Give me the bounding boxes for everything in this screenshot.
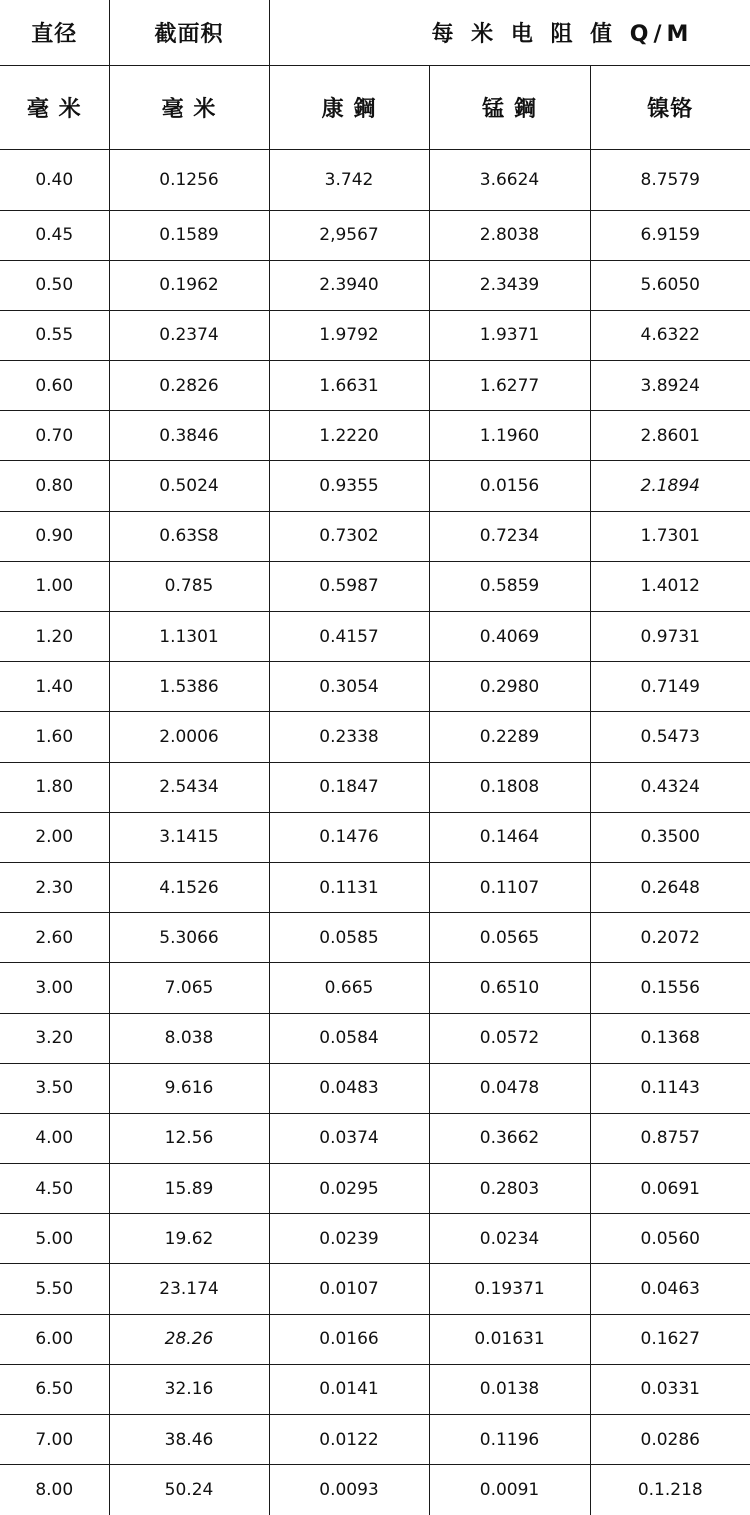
cell-diameter: 0.55 (0, 310, 109, 360)
cell-nichrome: 0.2072 (590, 913, 750, 963)
cell-diameter: 0.70 (0, 411, 109, 461)
cell-constantan: 0.9355 (269, 461, 429, 511)
cell-nichrome: 5.6050 (590, 260, 750, 310)
table-row (0, 662, 750, 712)
header-row-2 (0, 65, 750, 149)
cell-constantan: 0.665 (269, 963, 429, 1013)
table-row (0, 411, 750, 461)
cell-nichrome: 2.1894 (590, 461, 750, 511)
table-row (0, 1264, 750, 1314)
cell-area: 0.2374 (109, 310, 269, 360)
cell-diameter: 6.50 (0, 1364, 109, 1414)
cell-area: 0.3846 (109, 411, 269, 461)
cell-manganin: 0.1196 (429, 1415, 590, 1465)
cell-constantan: 0.0239 (269, 1214, 429, 1264)
cell-manganin: 2.8038 (429, 210, 590, 260)
cell-diameter: 0.45 (0, 210, 109, 260)
cell-constantan: 1.2220 (269, 411, 429, 461)
cell-nichrome: 8.7579 (590, 149, 750, 210)
cell-manganin: 0.0565 (429, 913, 590, 963)
cell-diameter: 0.60 (0, 361, 109, 411)
cell-manganin: 0.19371 (429, 1264, 590, 1314)
cell-area: 38.46 (109, 1415, 269, 1465)
cell-nichrome: 0.0331 (590, 1364, 750, 1414)
cell-area: 12.56 (109, 1113, 269, 1163)
cell-nichrome: 0.7149 (590, 662, 750, 712)
cell-diameter: 5.00 (0, 1214, 109, 1264)
cell-constantan: 0.1131 (269, 862, 429, 912)
cell-nichrome: 6.9159 (590, 210, 750, 260)
table-row (0, 1214, 750, 1264)
cell-nichrome: 0.1.218 (590, 1465, 750, 1515)
cell-nichrome: 1.7301 (590, 511, 750, 561)
cell-diameter: 1.40 (0, 662, 109, 712)
cell-manganin: 0.1808 (429, 762, 590, 812)
cell-nichrome: 2.8601 (590, 411, 750, 461)
cell-diameter: 3.20 (0, 1013, 109, 1063)
cell-manganin: 0.0572 (429, 1013, 590, 1063)
cell-manganin: 0.0091 (429, 1465, 590, 1515)
cell-diameter: 0.50 (0, 260, 109, 310)
table-row (0, 963, 750, 1013)
cell-constantan: 0.0295 (269, 1164, 429, 1214)
cell-area: 1.1301 (109, 612, 269, 662)
cell-area: 50.24 (109, 1465, 269, 1515)
header-unit-diameter: 毫 米 (0, 65, 109, 149)
cell-diameter: 4.50 (0, 1164, 109, 1214)
cell-area: 8.038 (109, 1013, 269, 1063)
cell-manganin: 0.3662 (429, 1113, 590, 1163)
cell-diameter: 6.00 (0, 1314, 109, 1364)
cell-diameter: 7.00 (0, 1415, 109, 1465)
header-manganin: 锰 鋼 (429, 65, 590, 149)
cell-nichrome: 0.1627 (590, 1314, 750, 1364)
cell-constantan: 0.5987 (269, 561, 429, 611)
cell-area: 19.62 (109, 1214, 269, 1264)
cell-area: 0.5024 (109, 461, 269, 511)
cell-area: 7.065 (109, 963, 269, 1013)
cell-nichrome: 0.1368 (590, 1013, 750, 1063)
cell-nichrome: 0.4324 (590, 762, 750, 812)
cell-area: 2.5434 (109, 762, 269, 812)
cell-constantan: 0.1476 (269, 812, 429, 862)
cell-area: 23.174 (109, 1264, 269, 1314)
cell-manganin: 0.5859 (429, 561, 590, 611)
cell-nichrome: 0.1556 (590, 963, 750, 1013)
cell-manganin: 0.7234 (429, 511, 590, 561)
cell-constantan: 0.7302 (269, 511, 429, 561)
cell-diameter: 2.00 (0, 812, 109, 862)
cell-area: 0.1589 (109, 210, 269, 260)
cell-constantan: 2.3940 (269, 260, 429, 310)
cell-nichrome: 0.0463 (590, 1264, 750, 1314)
cell-area: 0.2826 (109, 361, 269, 411)
cell-area: 3.1415 (109, 812, 269, 862)
table-row (0, 1364, 750, 1414)
cell-area: 5.3066 (109, 913, 269, 963)
header-constantan: 康 鋼 (269, 65, 429, 149)
header-row-1 (0, 0, 750, 65)
cell-nichrome: 0.5473 (590, 712, 750, 762)
cell-area: 1.5386 (109, 662, 269, 712)
cell-constantan: 0.4157 (269, 612, 429, 662)
cell-manganin: 2.3439 (429, 260, 590, 310)
cell-constantan: 0.1847 (269, 762, 429, 812)
table-row (0, 149, 750, 210)
cell-constantan: 3.742 (269, 149, 429, 210)
cell-constantan: 0.3054 (269, 662, 429, 712)
header-diameter: 直径 (0, 0, 109, 65)
cell-diameter: 0.90 (0, 511, 109, 561)
cell-manganin: 0.01631 (429, 1314, 590, 1364)
cell-constantan: 2,9567 (269, 210, 429, 260)
cell-area: 4.1526 (109, 862, 269, 912)
cell-manganin: 0.2980 (429, 662, 590, 712)
cell-constantan: 0.0483 (269, 1063, 429, 1113)
cell-nichrome: 0.2648 (590, 862, 750, 912)
cell-constantan: 0.0166 (269, 1314, 429, 1364)
table-row (0, 1013, 750, 1063)
cell-manganin: 0.1107 (429, 862, 590, 912)
cell-diameter: 5.50 (0, 1264, 109, 1314)
cell-area: 0.63S8 (109, 511, 269, 561)
cell-area: 0.1256 (109, 149, 269, 210)
header-unit-area: 毫 米 (109, 65, 269, 149)
cell-manganin: 1.1960 (429, 411, 590, 461)
cell-diameter: 3.00 (0, 963, 109, 1013)
cell-constantan: 0.0374 (269, 1113, 429, 1163)
cell-manganin: 0.0138 (429, 1364, 590, 1414)
cell-diameter: 2.30 (0, 862, 109, 912)
table-row (0, 511, 750, 561)
cell-nichrome: 0.8757 (590, 1113, 750, 1163)
cell-constantan: 0.0584 (269, 1013, 429, 1063)
cell-diameter: 1.60 (0, 712, 109, 762)
cell-manganin: 0.1464 (429, 812, 590, 862)
cell-constantan: 0.0093 (269, 1465, 429, 1515)
cell-diameter: 0.40 (0, 149, 109, 210)
cell-constantan: 0.0585 (269, 913, 429, 963)
cell-diameter: 8.00 (0, 1465, 109, 1515)
cell-diameter: 0.80 (0, 461, 109, 511)
cell-manganin: 0.6510 (429, 963, 590, 1013)
cell-diameter: 3.50 (0, 1063, 109, 1113)
table-row (0, 812, 750, 862)
table-row (0, 712, 750, 762)
cell-manganin: 0.0156 (429, 461, 590, 511)
cell-nichrome: 0.1143 (590, 1063, 750, 1113)
cell-manganin: 0.2803 (429, 1164, 590, 1214)
cell-area: 28.26 (109, 1314, 269, 1364)
cell-area: 0.785 (109, 561, 269, 611)
cell-constantan: 0.2338 (269, 712, 429, 762)
cell-constantan: 1.6631 (269, 361, 429, 411)
cell-diameter: 1.80 (0, 762, 109, 812)
cell-constantan: 1.9792 (269, 310, 429, 360)
cell-area: 0.1962 (109, 260, 269, 310)
cell-manganin: 0.4069 (429, 612, 590, 662)
cell-manganin: 0.0478 (429, 1063, 590, 1113)
cell-manganin: 0.2289 (429, 712, 590, 762)
cell-nichrome: 0.0286 (590, 1415, 750, 1465)
cell-nichrome: 0.0691 (590, 1164, 750, 1214)
cell-area: 32.16 (109, 1364, 269, 1414)
table-row (0, 762, 750, 812)
cell-manganin: 1.6277 (429, 361, 590, 411)
table-row (0, 1415, 750, 1465)
table-row (0, 310, 750, 360)
cell-manganin: 1.9371 (429, 310, 590, 360)
cell-nichrome: 1.4012 (590, 561, 750, 611)
table-row (0, 1113, 750, 1163)
table-row (0, 210, 750, 260)
cell-area: 15.89 (109, 1164, 269, 1214)
cell-area: 2.0006 (109, 712, 269, 762)
cell-constantan: 0.0107 (269, 1264, 429, 1314)
table-row (0, 913, 750, 963)
table-row (0, 1164, 750, 1214)
cell-nichrome: 0.3500 (590, 812, 750, 862)
cell-manganin: 3.6624 (429, 149, 590, 210)
header-cross-section: 截面积 (109, 0, 269, 65)
cell-diameter: 4.00 (0, 1113, 109, 1163)
cell-nichrome: 0.9731 (590, 612, 750, 662)
cell-area: 9.616 (109, 1063, 269, 1113)
table-row (0, 1314, 750, 1364)
header-nichrome: 镍铬 (590, 65, 750, 149)
table-row (0, 1465, 750, 1515)
cell-nichrome: 3.8924 (590, 361, 750, 411)
header-resistance-per-meter: 每 米 电 阻 值 Q/M (269, 0, 750, 65)
cell-nichrome: 4.6322 (590, 310, 750, 360)
table-row (0, 1063, 750, 1113)
table-row (0, 862, 750, 912)
cell-constantan: 0.0141 (269, 1364, 429, 1414)
table-row (0, 561, 750, 611)
cell-manganin: 0.0234 (429, 1214, 590, 1264)
cell-diameter: 1.20 (0, 612, 109, 662)
cell-constantan: 0.0122 (269, 1415, 429, 1465)
table-row (0, 461, 750, 511)
cell-diameter: 2.60 (0, 913, 109, 963)
cell-nichrome: 0.0560 (590, 1214, 750, 1264)
table-row (0, 612, 750, 662)
cell-diameter: 1.00 (0, 561, 109, 611)
table-row (0, 361, 750, 411)
table-row (0, 260, 750, 310)
